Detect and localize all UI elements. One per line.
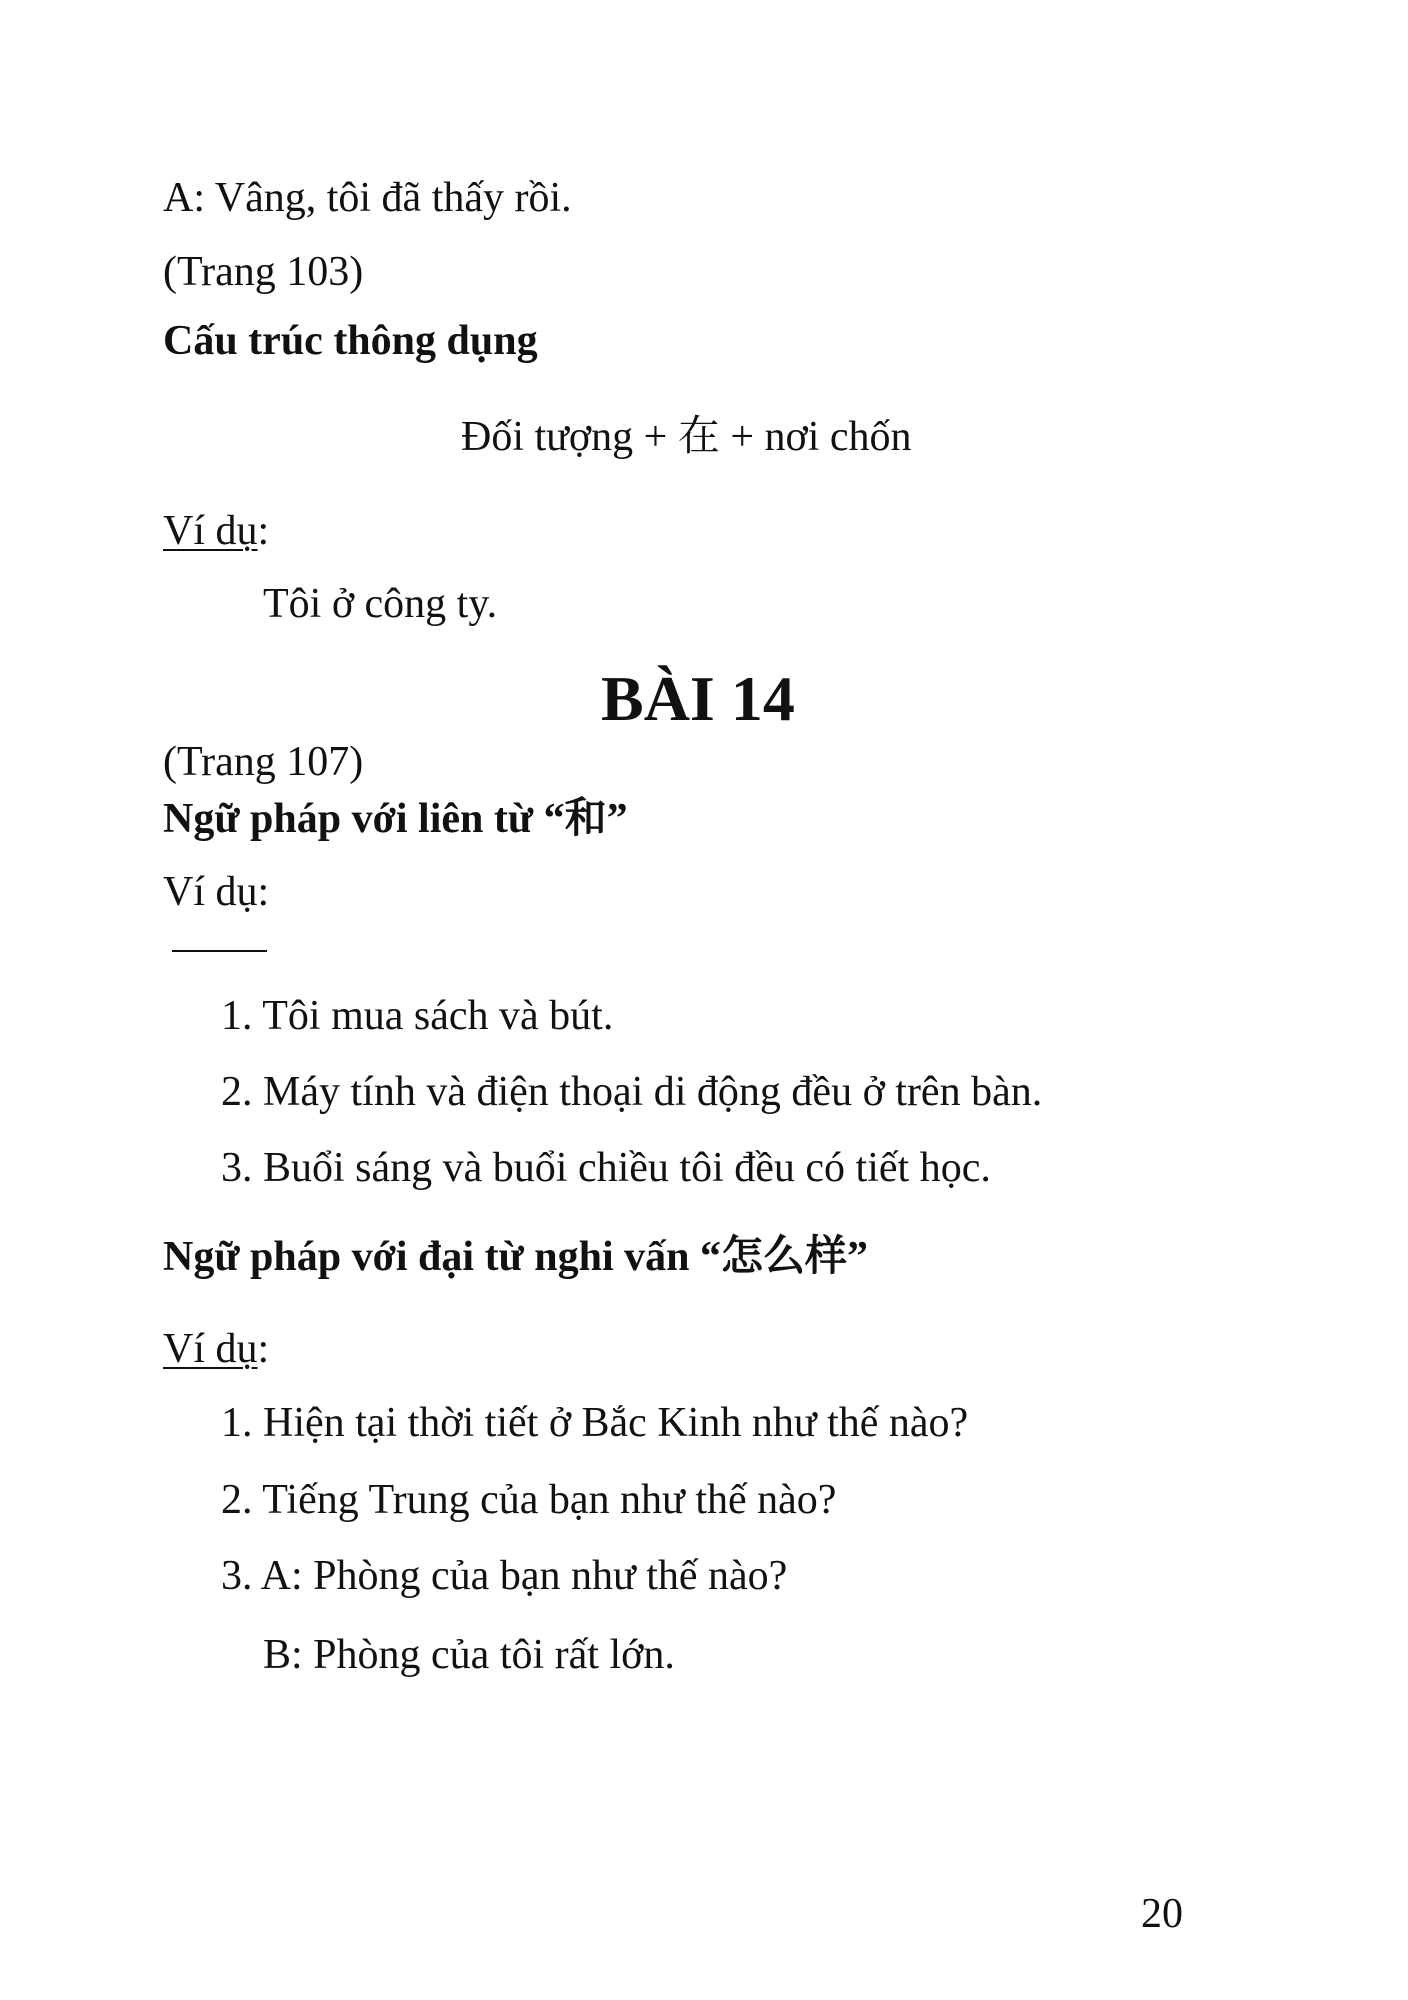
example-sentence: Tôi ở công ty.: [263, 581, 498, 627]
dialogue-line-a: A: Vâng, tôi đã thấy rồi.: [163, 175, 572, 221]
page-reference-107: (Trang 107): [163, 739, 364, 785]
list-item: 3. Buổi sáng và buổi chiều tôi đều có tiết học.: [221, 1145, 991, 1191]
example-label-colon: :: [257, 1326, 270, 1372]
list-item: 1. Tôi mua sách và bút.: [221, 993, 614, 1039]
list-item: 2. Máy tính và điện thoại di động đều ở trên bàn.: [221, 1069, 1043, 1115]
example-label-text: Ví dụ: [163, 508, 258, 554]
example-label-3: [163, 1328, 269, 1370]
example-label-colon: :: [257, 508, 270, 554]
example-label-1: [163, 510, 269, 552]
example-label-2: Ví dụ:: [163, 869, 270, 915]
section-heading-pronoun-zenmeyang: Ngữ pháp với đại từ nghi vấn “怎么样”: [163, 1234, 868, 1280]
page-reference-103: (Trang 103): [163, 249, 364, 295]
list-item-answer: B: Phòng của tôi rất lớn.: [263, 1632, 675, 1678]
list-item: 2. Tiếng Trung của bạn như thế nào?: [221, 1477, 837, 1523]
lesson-title: BÀI 14: [601, 663, 795, 734]
section-heading-conjunction-he: Ngữ pháp với liên từ “和”: [163, 796, 628, 842]
page-number: 20: [1141, 1891, 1183, 1937]
list-item: 1. Hiện tại thời tiết ở Bắc Kinh như thế nào?: [221, 1400, 969, 1446]
structure-formula: Đối tượng + 在 + nơi chốn: [461, 414, 912, 460]
example-label-text: Ví dụ: [163, 1326, 258, 1372]
list-item: 3. A: Phòng của bạn như thế nào?: [221, 1553, 788, 1599]
section-heading-common-structure: Cấu trúc thông dụng: [163, 318, 538, 364]
short-divider: [172, 950, 267, 952]
